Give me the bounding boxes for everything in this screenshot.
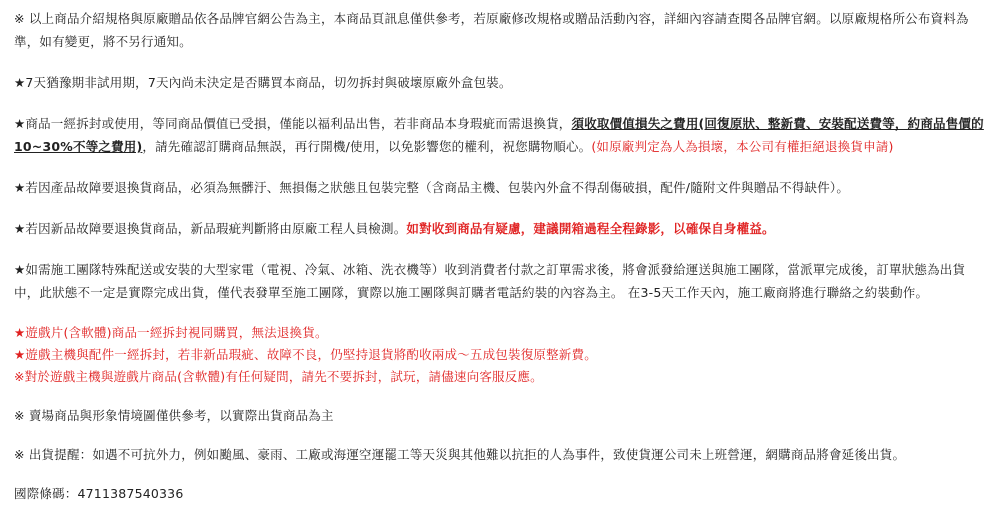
game-policy bbox=[14, 322, 986, 388]
new-defect-policy bbox=[14, 217, 986, 240]
shipping-reminder: ※ 出貨提醒：如遇不可抗外力，例如颱風、豪雨、工廠或海運空運罷工等天災與其他難以抗拒的人為事件，致使貨運公司未上班營運，網購商品將會延後出貨。 bbox=[14, 447, 906, 462]
opened-product-policy bbox=[14, 112, 986, 158]
opened-policy-text-2: ，請先確認訂購商品無誤，再行開機/使用，以免影響您的權利，祝您購物順心。 bbox=[142, 139, 592, 154]
disclaimer-text: ※ 以上商品介紹規格與原廠贈品依各品牌官網公告為主，本商品頁訊息僅供參考，若原廠修改規格或贈品活動內容，詳細內容請查閱各品牌官網。以原廠規格所公布資料為準，如有變更，將不另行通知。 bbox=[14, 11, 969, 49]
defect-return-policy: ★若因產品故障要退換貨商品，必須為無髒汙、無損傷之狀態且包裝完整（含商品主機、包裝內外盒不得刮傷破損，配件/隨附文件與贈品不得缺件）。 bbox=[14, 180, 850, 195]
restocking-fee-notice: 須收取價值損失之費用(回復原狀、整新費、安裝配送費等，約商品售價的10~30%不等之費用) bbox=[14, 116, 984, 154]
display-image-notice: ※ 賣場商品與形象情境圖僅供參考，以實際出貨商品為主 bbox=[14, 408, 334, 423]
installation-policy: ★如需施工團隊特殊配送或安裝的大型家電（電視、冷氣、冰箱、洗衣機等）收到消費者付款之訂單需求後，將會派發給運送與施工團隊，當派單完成後，訂單狀態為出貨中，此狀態不一定是實際完成出貨，僅代表發單至施工團隊，實際以施工團隊與訂購者電話約裝的內容為主。 在3-5天工作天內，施工廠商將進行聯絡之約裝動作。 bbox=[14, 262, 966, 300]
new-defect-text: ★若因新品故障要退換貨商品，新品瑕疵判斷將由原廠工程人員檢測。 bbox=[14, 221, 407, 236]
game-inquiry-notice: ※對於遊戲主機與遊戲片商品(含軟體)有任何疑問，請先不要拆封，試玩，請儘速向客服反應。 bbox=[14, 369, 543, 384]
damage-refusal-notice: (如原廠判定為人為損壞，本公司有權拒絕退換貨申請) bbox=[591, 139, 894, 154]
trial-period-text: ★7天猶豫期非試用期，7天內尚未決定是否購買本商品，切勿拆封與破壞原廠外盒包裝。 bbox=[14, 75, 512, 90]
barcode-text: 國際條碼：4711387540336 bbox=[14, 486, 184, 501]
opened-policy-text-1: ★商品一經拆封或使用，等同商品價值已受損，僅能以福利品出售，若非商品本身瑕疵而需退換貨， bbox=[14, 116, 572, 131]
game-console-policy: ★遊戲主機與配件一經拆封，若非新品瑕疵、故障不良，仍堅持退貨將酌收兩成～五成包裝復原整新費。 bbox=[14, 347, 597, 362]
unboxing-video-notice: 如對收到商品有疑慮，建議開箱過程全程錄影，以確保自身權益。 bbox=[406, 221, 775, 236]
game-software-policy: ★遊戲片(含軟體)商品一經拆封視同購買，無法退換貨。 bbox=[14, 325, 328, 340]
